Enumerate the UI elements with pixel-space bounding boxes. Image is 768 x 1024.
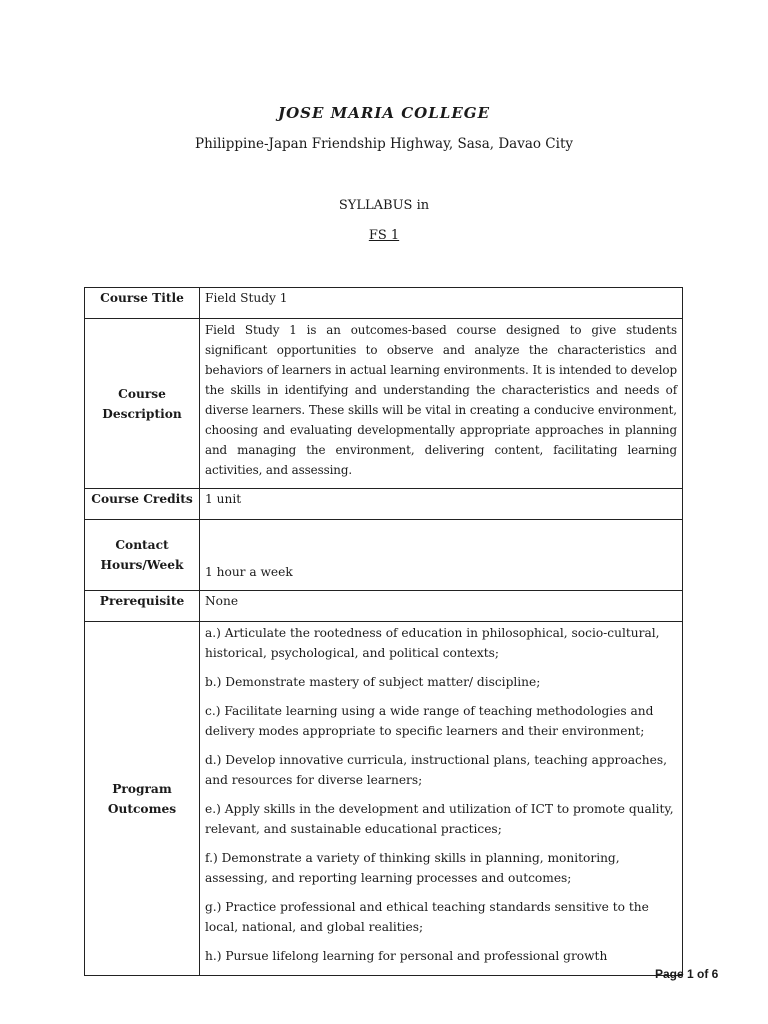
- subject-code: FS 1: [368, 228, 400, 243]
- outcome-item: a.) Articulate the rootedness of education in philosophical, socio-cultural, historical, psychological, and political contexts;: [205, 626, 660, 660]
- table-row-program-outcomes: [85, 622, 683, 976]
- contact-hours-label: Contact Hours/Week: [85, 520, 200, 591]
- college-name: JOSE MARIA COLLEGE: [277, 104, 490, 122]
- syllabus-heading: SYLLABUS in: [338, 198, 430, 213]
- outcome-item: e.) Apply skills in the development and utilization of ICT to promote quality, relevant, and sustainable educational practices;: [205, 802, 674, 836]
- program-outcomes-label: Program Outcomes: [85, 622, 200, 976]
- syllabus-table: [84, 287, 683, 976]
- college-address: Philippine-Japan Friendship Highway, Sasa, Davao City: [194, 136, 574, 152]
- table-row-course-title: [85, 288, 683, 319]
- prerequisite-label: Prerequisite: [85, 591, 200, 622]
- table-row-prerequisite: [85, 591, 683, 622]
- outcome-item: d.) Develop innovative curricula, instructional plans, teaching approaches, and resources for diverse learners;: [205, 753, 667, 787]
- outcome-item: h.) Pursue lifelong learning for personal and professional growth: [205, 949, 608, 963]
- course-title-label: Course Title: [85, 288, 200, 319]
- course-description-label: Course Description: [85, 319, 200, 489]
- outcome-item: c.) Facilitate learning using a wide range of teaching methodologies and delivery modes appropriate to specific learners and their environment;: [205, 704, 654, 738]
- outcome-item: b.) Demonstrate mastery of subject matter/ discipline;: [205, 675, 541, 689]
- course-description-cell: [200, 319, 683, 489]
- prerequisite-value: None: [200, 591, 683, 622]
- course-title-value: Field Study 1: [200, 288, 683, 319]
- course-credits-value: 1 unit: [200, 489, 683, 520]
- course-description-value: Field Study 1 is an outcomes-based course designed to give students significant opportunities to observe and analyze the characteristics and behaviors of learners in actual learning environments. It is intended to develop the skills in identifying and understanding the characteristics and needs of diverse learners. These skills will be vital in creating a conducive environment, choosing and evaluating developmentally appropriate approaches in planning and managing the environment, delivering content, facilitating learning activities, and assessing.: [205, 323, 677, 477]
- outcome-item: g.) Practice professional and ethical teaching standards sensitive to the local, national, and global realities;: [205, 900, 649, 934]
- table-row-contact-hours: [85, 520, 683, 591]
- page-number: Page 1 of 6: [655, 967, 719, 981]
- contact-hours-value: 1 hour a week: [200, 520, 683, 591]
- course-credits-label: Course Credits: [85, 489, 200, 520]
- program-outcomes-cell: [200, 622, 683, 976]
- table-row-course-description: [85, 319, 683, 489]
- table-row-course-credits: [85, 489, 683, 520]
- outcome-item: f.) Demonstrate a variety of thinking skills in planning, monitoring, assessing, and reporting learning processes and outcomes;: [205, 851, 620, 885]
